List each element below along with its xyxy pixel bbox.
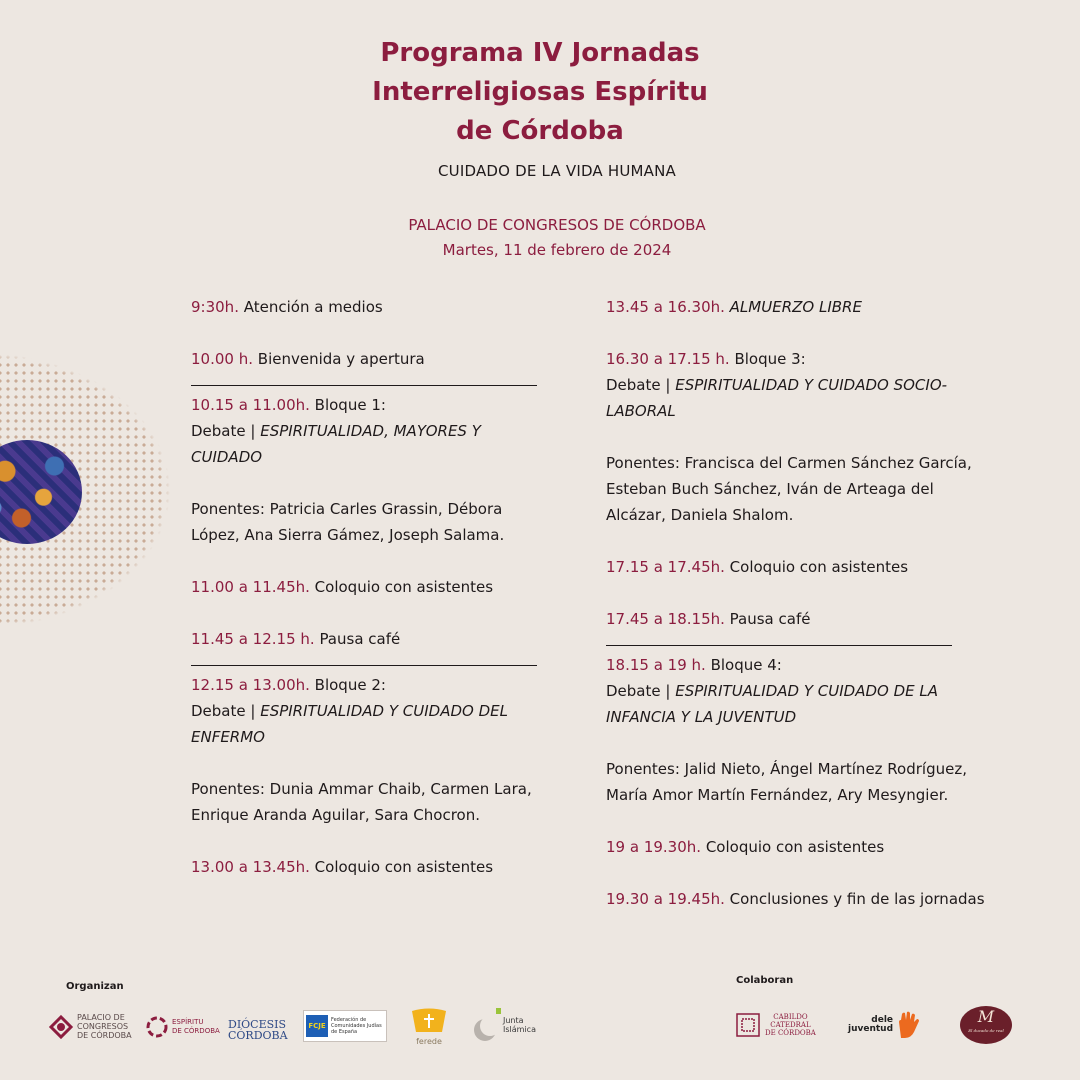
block-1-debate: Debate | ESPIRITUALIDAD, MAYORES Y xyxy=(191,422,481,440)
title-line: Programa IV Jornadas xyxy=(380,38,700,68)
block-3-speakers: Ponentes: Francisca del Carmen Sánchez García, xyxy=(606,454,972,472)
junta-islamica-logo: Junta Islámica xyxy=(471,1008,536,1042)
page-title xyxy=(0,34,1080,151)
catedral-emblem-icon xyxy=(735,1012,761,1038)
title-line: Interreligiosas Espíritu xyxy=(372,77,708,107)
block-3-topic-cont: LABORAL xyxy=(606,402,676,420)
venue-name: PALACIO DE CONGRESOS DE CÓRDOBA xyxy=(408,216,706,234)
block-1-speakers: Ponentes: Patricia Carles Grassin, Débora xyxy=(191,500,503,518)
block-2-topic-cont: ENFERMO xyxy=(191,728,265,746)
schedule-item: 11.00 a 11.45h. Coloquio con asistentes xyxy=(191,578,494,596)
schedule-item: 19.30 a 19.45h. Conclusiones y fin de las jornadas xyxy=(606,890,985,908)
fcje-logo: FCJE Federación de Comunidades Judías de España xyxy=(303,1010,387,1042)
fcje-mark: FCJE xyxy=(306,1015,328,1037)
block-2-heading: 12.15 a 13.00h. Bloque 2: xyxy=(191,676,386,694)
palacio-congresos-logo: PALACIO DE CONGRESOS DE CÓRDOBA xyxy=(48,1013,132,1040)
block-3-debate: Debate | ESPIRITUALIDAD Y CUIDADO SOCIO- xyxy=(606,376,948,394)
palacio-emblem-icon xyxy=(48,1014,74,1040)
organizan-label: Organizan xyxy=(66,981,124,992)
block-1-topic-cont: CUIDADO xyxy=(191,448,263,466)
schedule-item: 13.45 a 16.30h. ALMUERZO LIBRE xyxy=(606,298,862,316)
block-3-speakers-cont: Alcázar, Daniela Shalom. xyxy=(606,506,794,524)
schedule-item: 10.00 h. Bienvenida y apertura xyxy=(191,350,425,368)
divider xyxy=(191,385,537,386)
ferede-emblem-icon xyxy=(410,1008,448,1034)
subtitle: CUIDADO DE LA VIDA HUMANA xyxy=(437,162,677,180)
divider xyxy=(606,645,952,646)
dele-juventud-logo: dele juventud xyxy=(848,1010,921,1040)
block-2-speakers: Ponentes: Dunia Ammar Chaib, Carmen Lara, xyxy=(191,780,532,798)
divider xyxy=(191,665,537,666)
schedule-item: 19 a 19.30h. Coloquio con asistentes xyxy=(606,838,885,856)
schedule-item: 17.15 a 17.45h. Coloquio con asistentes xyxy=(606,558,909,576)
block-3-speakers-cont: Esteban Buch Sánchez, Iván de Arteaga del xyxy=(606,480,934,498)
diocesis-cordoba-logo: DIÓCESIS CÓRDOBA xyxy=(228,1018,288,1042)
block-4-speakers: Ponentes: Jalid Nieto, Ángel Martínez Rodríguez, xyxy=(606,760,967,778)
cabildo-catedral-logo: CABILDO CATEDRAL DE CÓRDOBA xyxy=(735,1012,816,1038)
schedule-item: 13.00 a 13.45h. Coloquio con asistentes xyxy=(191,858,494,876)
block-4-topic-cont: INFANCIA Y LA JUVENTUD xyxy=(606,708,797,726)
block-2-debate: Debate | ESPIRITUALIDAD Y CUIDADO DEL xyxy=(191,702,508,720)
junta-emblem-icon xyxy=(471,1008,501,1042)
schedule-item: 11.45 a 12.15 h. Pausa café xyxy=(191,630,401,648)
venue-block xyxy=(0,213,1080,263)
espiritu-cordoba-logo: ESPÍRITU DE CÓRDOBA xyxy=(145,1015,220,1039)
schedule-left-column xyxy=(191,294,541,880)
colaboran-label: Colaboran xyxy=(736,975,794,986)
schedule-item: 9:30h. Atención a medios xyxy=(191,298,383,316)
block-1-heading: 10.15 a 11.00h. Bloque 1: xyxy=(191,396,386,414)
block-4-debate: Debate | ESPIRITUALIDAD Y CUIDADO DE LA xyxy=(606,682,939,700)
block-4-heading: 18.15 a 19 h. Bloque 4: xyxy=(606,656,782,674)
ferede-logo: ferede xyxy=(409,1008,449,1046)
block-2-speakers-cont: Enrique Aranda Aguilar, Sara Chocron. xyxy=(191,806,481,824)
block-3-heading: 16.30 a 17.15 h. Bloque 3: xyxy=(606,350,806,368)
schedule-right-column xyxy=(606,294,996,912)
espiritu-emblem-icon xyxy=(145,1015,169,1039)
hand-icon xyxy=(895,1010,921,1040)
title-line: de Córdoba xyxy=(456,116,624,146)
schedule-item: 17.45 a 18.15h. Pausa café xyxy=(606,610,811,628)
block-4-speakers-cont: María Amor Martín Fernández, Ary Mesyngier. xyxy=(606,786,949,804)
m-logo: M El ducado de real xyxy=(960,1006,1012,1044)
event-date: Martes, 11 de febrero de 2024 xyxy=(442,241,672,259)
block-1-speakers-cont: López, Ana Sierra Gámez, Joseph Salama. xyxy=(191,526,505,544)
